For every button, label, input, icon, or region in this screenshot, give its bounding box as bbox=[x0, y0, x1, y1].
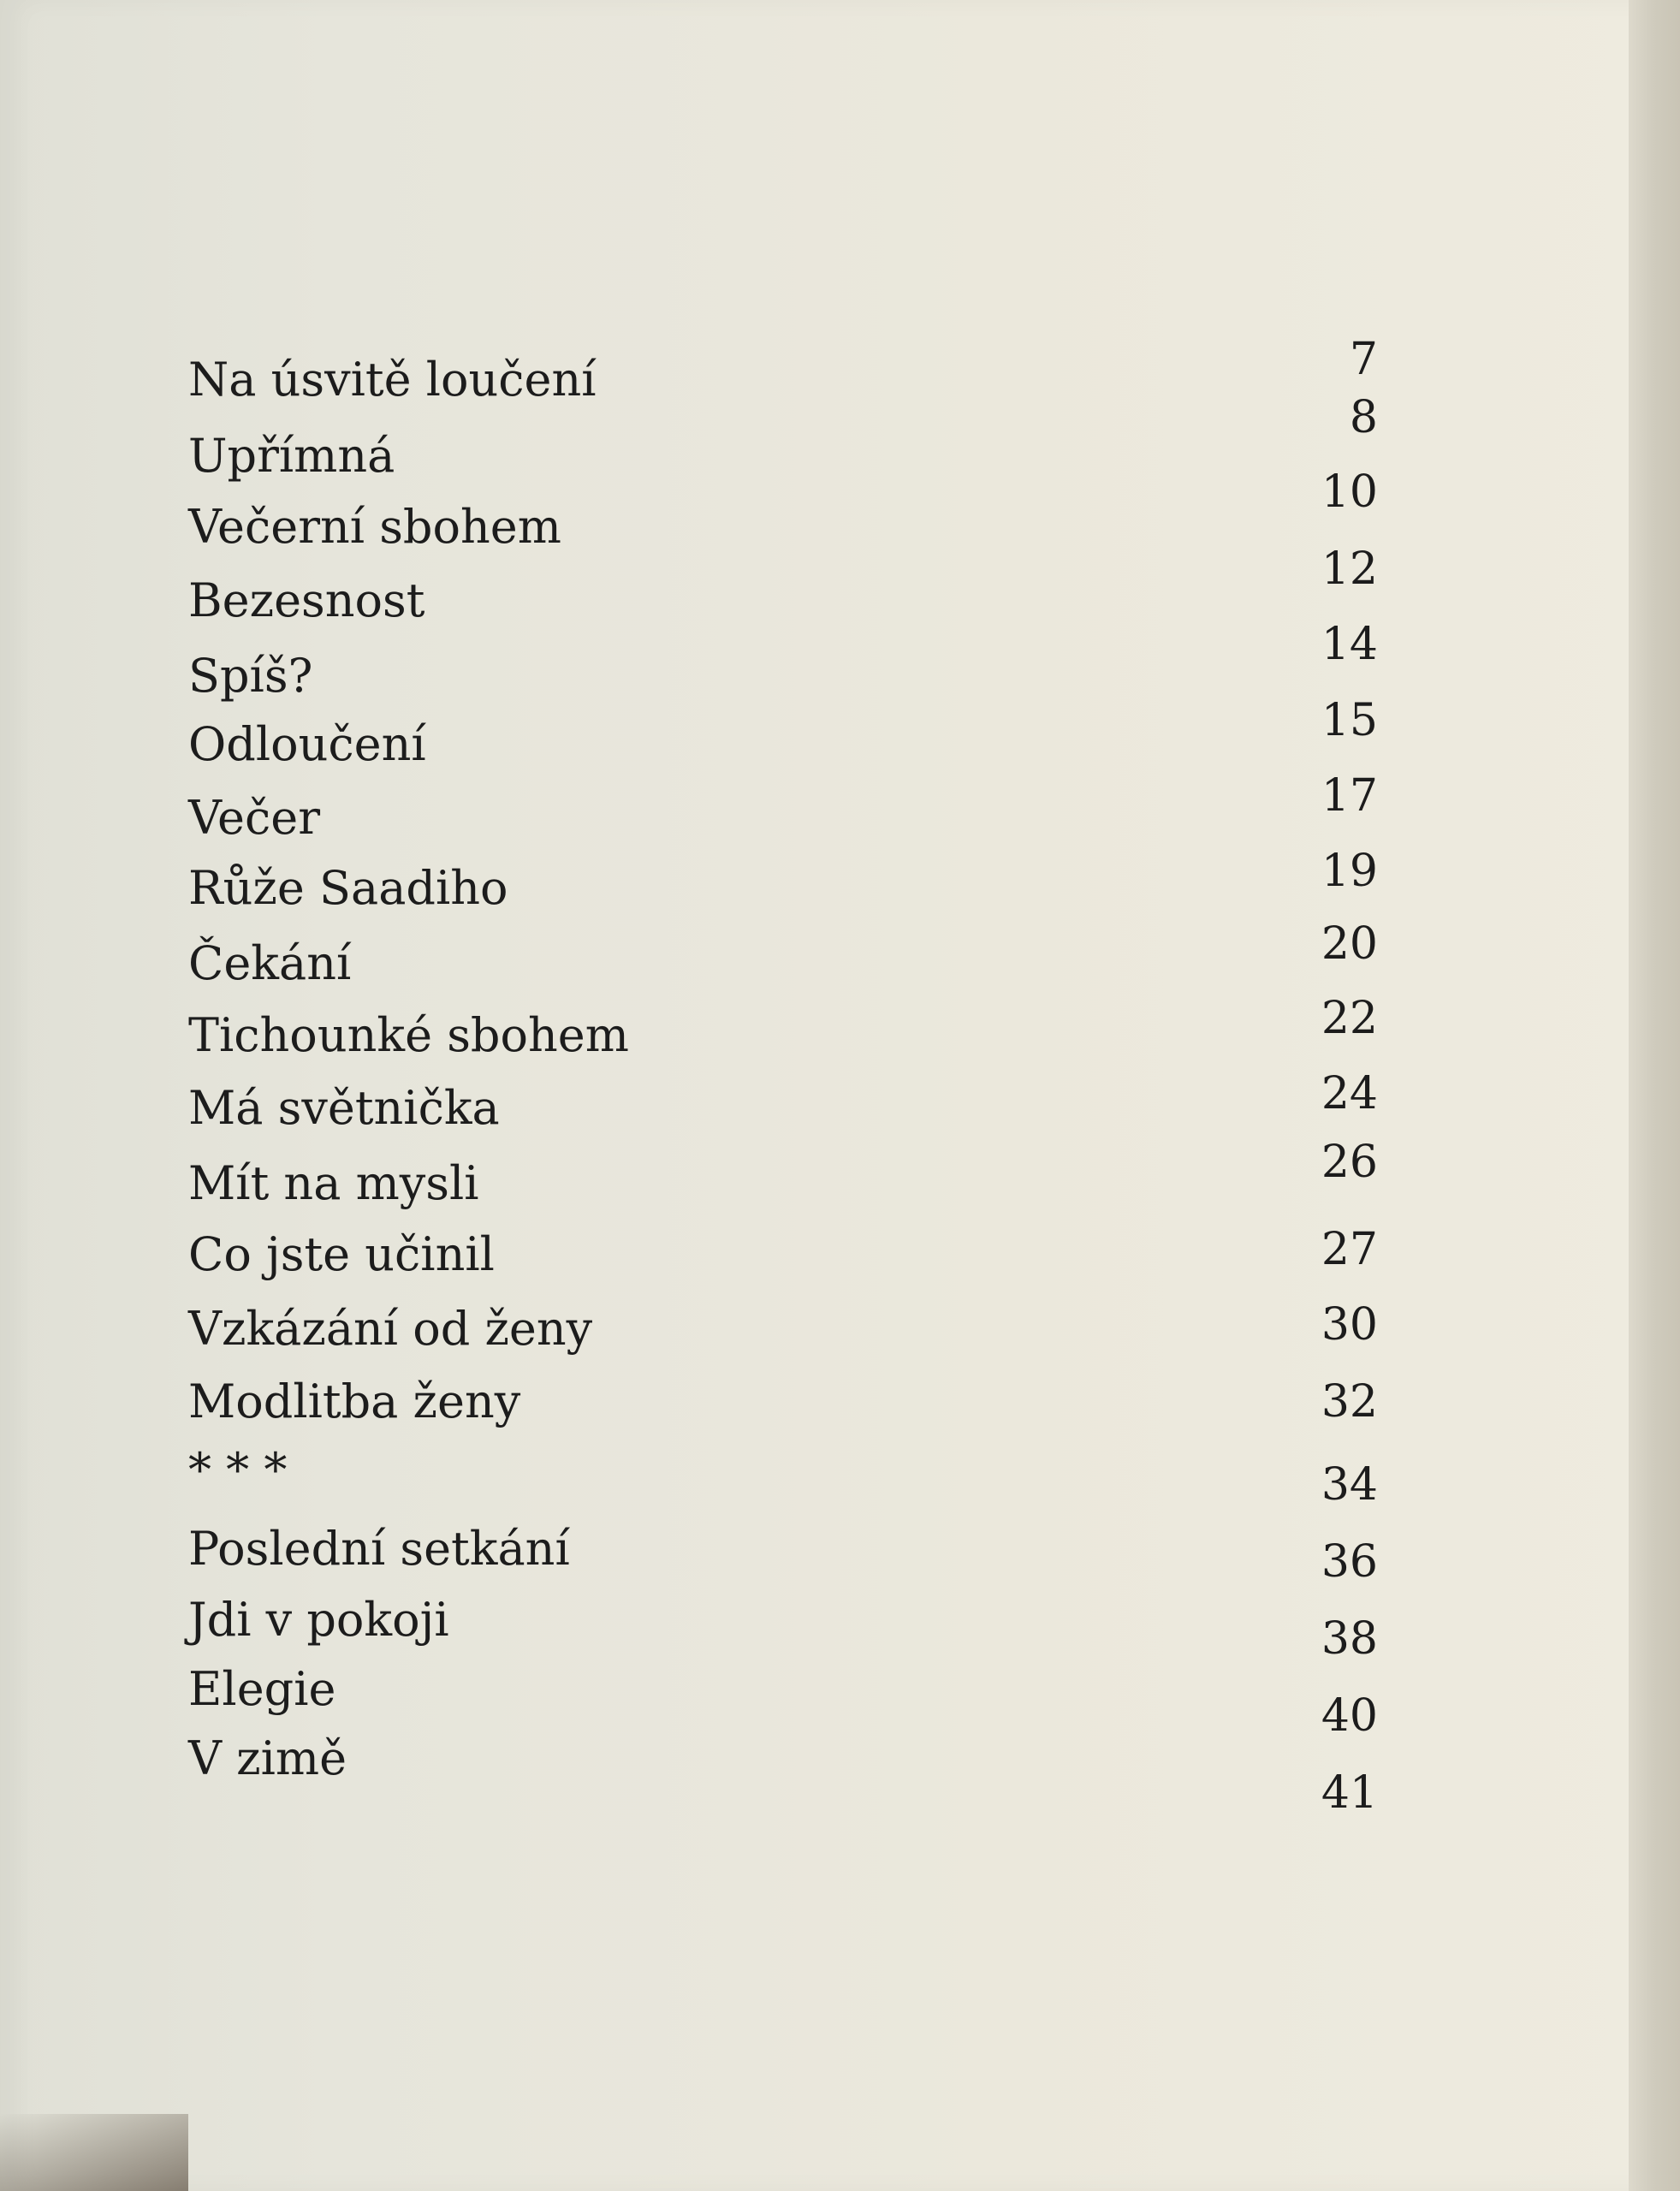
toc-title: Poslední setkání bbox=[188, 1522, 570, 1576]
toc-page-number: 26 bbox=[1321, 1137, 1378, 1188]
toc-page-number: 12 bbox=[1321, 543, 1378, 595]
toc-page-number: 7 bbox=[1349, 334, 1378, 385]
toc-page-number: 32 bbox=[1321, 1376, 1378, 1428]
toc-title: Mít na mysli bbox=[188, 1156, 479, 1210]
toc-page-number: 19 bbox=[1321, 846, 1378, 897]
toc-title: Tichounké sbohem bbox=[188, 1008, 629, 1062]
toc-title: Upřímná bbox=[188, 429, 395, 483]
toc-title: Vzkázání od ženy bbox=[188, 1302, 593, 1356]
toc-title: Čekání bbox=[188, 936, 352, 990]
toc-title: Bezesnost bbox=[188, 573, 425, 627]
page-edge bbox=[1629, 0, 1680, 2191]
toc-page-number: 38 bbox=[1321, 1613, 1378, 1665]
toc-page-number: 27 bbox=[1321, 1224, 1378, 1275]
toc-title: Odloučení bbox=[188, 717, 426, 771]
toc-title: Má světnička bbox=[188, 1081, 500, 1135]
toc-page-number: 40 bbox=[1321, 1690, 1378, 1742]
toc-page-number: 41 bbox=[1321, 1767, 1378, 1819]
table-of-contents bbox=[188, 334, 1404, 1857]
toc-page-number: 30 bbox=[1321, 1299, 1378, 1351]
toc-title: Večerní sbohem bbox=[188, 500, 561, 554]
toc-page-number: 8 bbox=[1349, 392, 1378, 443]
toc-page-number: 36 bbox=[1321, 1536, 1378, 1588]
toc-title: Jdi v pokoji bbox=[188, 1593, 449, 1647]
corner-shadow bbox=[0, 2114, 188, 2191]
toc-page-number: 24 bbox=[1321, 1068, 1378, 1119]
toc-title: Co jste učinil bbox=[188, 1227, 495, 1281]
toc-title: Na úsvitě loučení bbox=[188, 353, 597, 407]
toc-title: Večer bbox=[188, 791, 321, 845]
toc-separator: * * * bbox=[188, 1443, 288, 1497]
toc-page-number: 17 bbox=[1321, 770, 1378, 822]
toc-page-number: 22 bbox=[1321, 993, 1378, 1044]
toc-page-number: 15 bbox=[1321, 695, 1378, 746]
toc-title: Spíš? bbox=[188, 649, 313, 703]
toc-title: Růže Saadiho bbox=[188, 861, 508, 915]
toc-page-number: 10 bbox=[1321, 466, 1378, 518]
toc-title: Elegie bbox=[188, 1662, 336, 1716]
toc-page-number: 14 bbox=[1321, 619, 1378, 670]
toc-page-number: 20 bbox=[1321, 918, 1378, 970]
toc-title: V zimě bbox=[188, 1731, 347, 1785]
toc-title: Modlitba ženy bbox=[188, 1375, 521, 1428]
toc-page-number: 34 bbox=[1321, 1459, 1378, 1511]
